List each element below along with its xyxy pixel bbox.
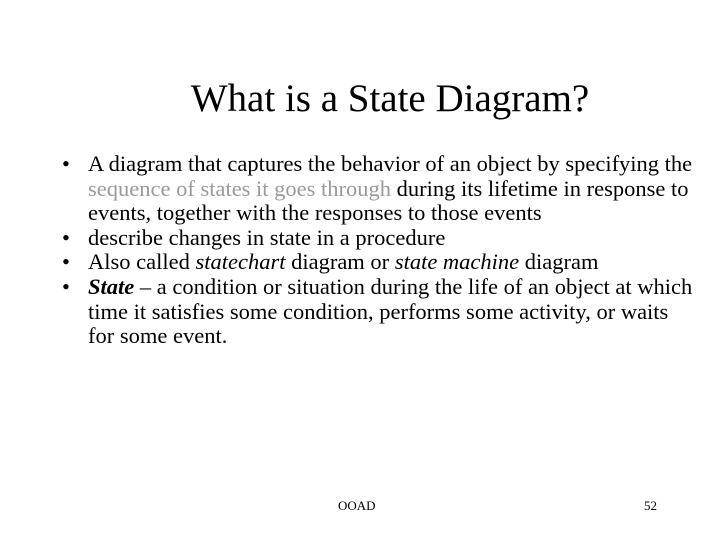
bullet-text: diagram or — [285, 249, 395, 275]
italic-term-statechart: statechart — [195, 249, 286, 275]
bullet-item-definition — [60, 152, 700, 226]
bullet-marker: • — [62, 151, 70, 176]
bullet-item-describe — [60, 226, 700, 251]
highlighted-phrase: sequence of states it goes through — [88, 175, 392, 201]
bullet-text: A diagram that captures the behavior of an object by specifying the — [88, 151, 693, 176]
term-state: State — [88, 273, 135, 299]
bullet-marker: • — [62, 273, 70, 299]
bullet-text: describe changes in state in a procedure — [88, 224, 446, 250]
bullet-text: Also called — [88, 249, 196, 275]
footer-course: OOAD — [338, 498, 376, 513]
bullet-item-also-called — [60, 250, 700, 275]
bullet-marker: • — [62, 224, 70, 250]
bullet-list — [60, 152, 700, 349]
italic-term-state-machine: state machine — [394, 249, 520, 275]
bullet-text: during its lifetime in response to events, together with the responses to those events — [88, 175, 689, 226]
slide-title: What is a State Diagram? — [190, 77, 590, 120]
bullet-marker: • — [62, 249, 70, 275]
page-number: 52 — [644, 498, 657, 513]
bullet-text: diagram — [519, 249, 599, 275]
bullet-item-state — [60, 275, 700, 349]
bullet-text: – a condition or situation during the life of an object at which time it satisfies some condition, performs some activity, or waits for some event. — [88, 273, 693, 349]
